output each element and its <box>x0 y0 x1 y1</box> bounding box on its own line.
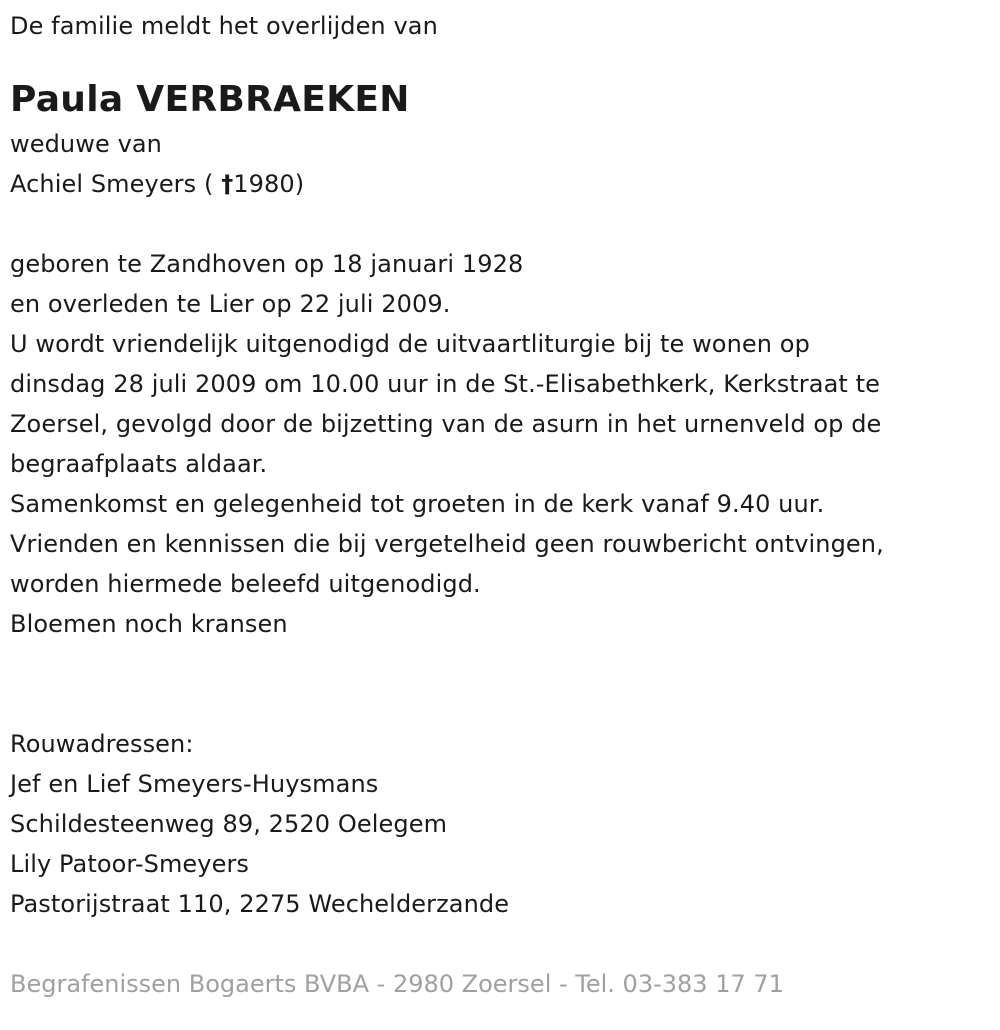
body-line: Samenkomst en gelegenheid tot groeten in de kerk vanaf 9.40 uur. <box>10 490 825 518</box>
body-line: Zoersel, gevolgd door de bijzetting van de asurn in het urnenveld op de <box>10 410 882 438</box>
deceased-name: Paula VERBRAEKEN <box>10 79 410 120</box>
address-line: Jef en Lief Smeyers-Huysmans <box>10 770 379 798</box>
body-line: Vrienden en kennissen die bij vergetelheid geen rouwbericht ontvingen, <box>10 530 884 558</box>
address-line: Pastorijstraat 110, 2275 Wechelderzande <box>10 890 510 918</box>
body-line: U wordt vriendelijk uitgenodigd de uitvaartliturgie bij te wonen op <box>10 330 810 358</box>
spouse-death-year: 1980) <box>233 170 305 198</box>
spacer <box>10 204 990 244</box>
spacer <box>10 644 990 724</box>
intro-text: De familie meldt het overlijden van <box>10 12 438 40</box>
funeral-home-footer: Begrafenissen Bogaerts BVBA - 2980 Zoersel - Tel. 03-383 17 71 <box>10 970 784 998</box>
spouse-line <box>10 164 990 204</box>
body-line: worden hiermede beleefd uitgenodigd. <box>10 570 481 598</box>
address-line: Schildesteenweg 89, 2520 Oelegem <box>10 810 448 838</box>
body-line: Bloemen noch kransen <box>10 610 288 638</box>
born-line: geboren te Zandhoven op 18 januari 1928 <box>10 250 524 278</box>
died-line: en overleden te Lier op 22 juli 2009. <box>10 290 451 318</box>
body-line: dinsdag 28 juli 2009 om 10.00 uur in de St.-Elisabethkerk, Kerkstraat te <box>10 370 881 398</box>
address-line: Lily Patoor-Smeyers <box>10 850 250 878</box>
cross-icon: † <box>221 170 234 198</box>
spouse-name: Achiel Smeyers ( <box>10 170 222 198</box>
relation-text: weduwe van <box>10 130 162 158</box>
addresses-heading: Rouwadressen: <box>10 730 194 758</box>
body-line: begraafplaats aldaar. <box>10 450 268 478</box>
spacer <box>10 924 990 964</box>
